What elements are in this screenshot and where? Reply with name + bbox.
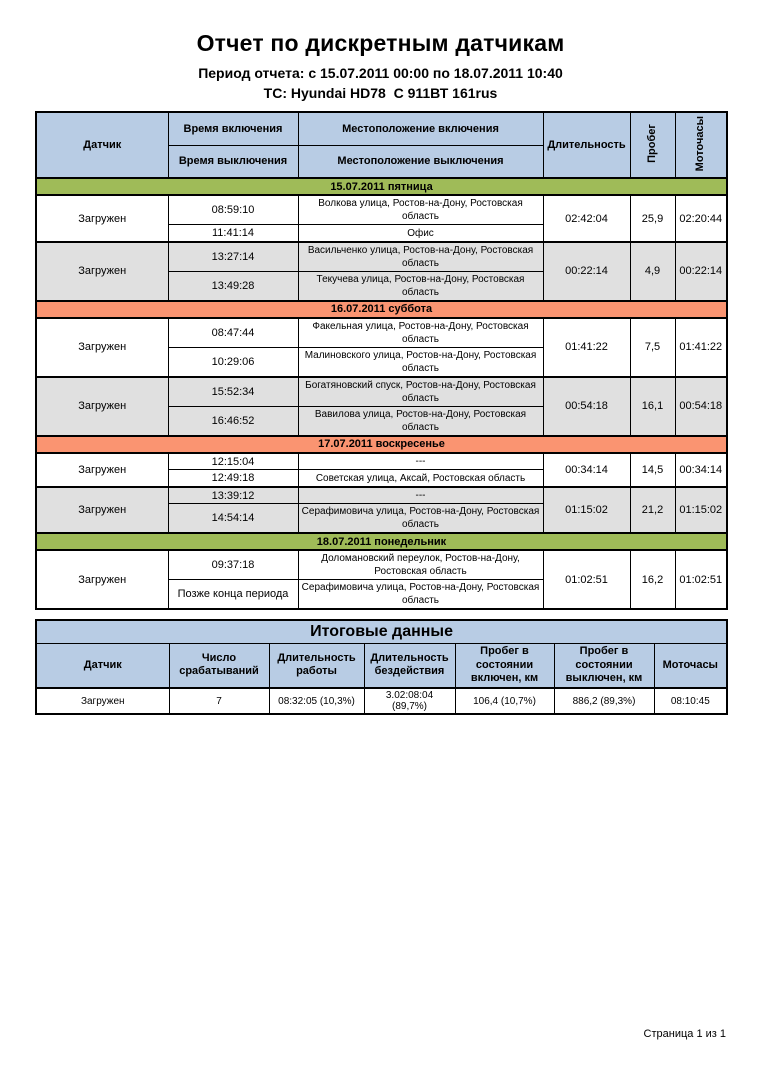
location-on-cell: Доломановский переулок, Ростов-на-Дону, Ростовская область (298, 550, 543, 580)
sensor-cell: Загружен (36, 487, 168, 534)
engine-hours-cell: 02:20:44 (675, 195, 727, 242)
summary-value-cell: 886,2 (89,3%) (554, 688, 654, 714)
location-on-cell: Васильченко улица, Ростов-на-Дону, Ростовская область (298, 242, 543, 272)
mileage-vertical-label: Пробег (646, 124, 658, 164)
date-section-label: 15.07.2011 пятница (36, 178, 727, 195)
time-off-cell: 13:49:28 (168, 271, 298, 301)
summary-col-header: Пробег в состоянии включен, км (455, 643, 554, 688)
sensor-log-table (35, 111, 728, 610)
duration-cell: 00:54:18 (543, 377, 630, 436)
page-title: Отчет по дискретным датчикам (196, 30, 565, 56)
engine-hours-cell: 00:22:14 (675, 242, 727, 301)
table-row (36, 242, 727, 272)
main-table-body (36, 178, 727, 609)
time-on-cell: 09:37:18 (168, 550, 298, 580)
date-section-label: 16.07.2011 суббота (36, 301, 727, 318)
summary-value-cell: 3.02:08:04 (89,7%) (364, 688, 455, 714)
location-on-cell: Волкова улица, Ростов-на-Дону, Ростовская область (298, 195, 543, 225)
sensor-log-table-header (36, 112, 727, 178)
time-off-cell: 12:49:18 (168, 470, 298, 487)
mileage-cell: 16,1 (630, 377, 675, 436)
table-row (36, 377, 727, 407)
engine-hours-cell: 01:02:51 (675, 550, 727, 609)
summary-section (35, 619, 726, 715)
engine-hours-cell: 00:34:14 (675, 453, 727, 487)
location-off-cell: Серафимовича улица, Ростов-на-Дону, Ростовская область (298, 504, 543, 534)
location-off-cell: Малиновского улица, Ростов-на-Дону, Ростовская область (298, 347, 543, 377)
summary-value-cell: 08:32:05 (10,3%) (269, 688, 364, 714)
table-row (36, 550, 727, 580)
sensor-cell: Загружен (36, 195, 168, 242)
summary-header-row (36, 643, 727, 688)
mileage-cell: 7,5 (630, 318, 675, 377)
page-number-label: Страница 1 из 1 (643, 1028, 726, 1040)
summary-table-body (36, 688, 727, 714)
summary-value-cell: 106,4 (10,7%) (455, 688, 554, 714)
time-on-cell: 08:47:44 (168, 318, 298, 348)
sensor-cell: Загружен (36, 453, 168, 487)
summary-title-row (36, 620, 727, 643)
location-on-cell: Богатяновский спуск, Ростов-на-Дону, Ростовская область (298, 377, 543, 407)
col-header-mileage (630, 112, 675, 178)
col-header-duration: Длительность (543, 112, 630, 178)
location-on-cell: --- (298, 453, 543, 470)
sensor-cell: Загружен (36, 318, 168, 377)
mileage-cell: 14,5 (630, 453, 675, 487)
time-off-cell: 10:29:06 (168, 347, 298, 377)
table-row (36, 453, 727, 470)
time-off-cell: Позже конца периода (168, 580, 298, 610)
location-off-cell: Вавилова улица, Ростов-на-Дону, Ростовская область (298, 406, 543, 436)
summary-col-header: Датчик (36, 643, 169, 688)
vehicle-info: ТС: Hyundai HD78 С 911ВТ 161rus (263, 85, 498, 101)
summary-col-header: Длительность работы (269, 643, 364, 688)
duration-cell: 01:15:02 (543, 487, 630, 534)
col-header-time-on: Время включения (168, 112, 298, 145)
date-section-row (36, 533, 727, 550)
location-on-cell: --- (298, 487, 543, 504)
location-off-cell: Серафимовича улица, Ростов-на-Дону, Ростовская область (298, 580, 543, 610)
location-off-cell: Советская улица, Аксай, Ростовская область (298, 470, 543, 487)
date-section-row (36, 436, 727, 453)
sensor-cell: Загружен (36, 377, 168, 436)
duration-cell: 02:42:04 (543, 195, 630, 242)
col-header-sensor: Датчик (36, 112, 168, 178)
time-on-cell: 13:39:12 (168, 487, 298, 504)
col-header-location-on: Местоположение включения (298, 112, 543, 145)
table-row (36, 318, 727, 348)
engine-hours-cell: 00:54:18 (675, 377, 727, 436)
location-on-cell: Факельная улица, Ростов-на-Дону, Ростовская область (298, 318, 543, 348)
duration-cell: 01:41:22 (543, 318, 630, 377)
mileage-cell: 16,2 (630, 550, 675, 609)
col-header-time-off: Время выключения (168, 145, 298, 178)
time-on-cell: 15:52:34 (168, 377, 298, 407)
time-on-cell: 08:59:10 (168, 195, 298, 225)
duration-cell: 01:02:51 (543, 550, 630, 609)
summary-col-header: Моточасы (654, 643, 727, 688)
time-off-cell: 14:54:14 (168, 504, 298, 534)
table-row (36, 487, 727, 504)
duration-cell: 00:34:14 (543, 453, 630, 487)
summary-value-cell: Загружен (36, 688, 169, 714)
engine-hours-cell: 01:41:22 (675, 318, 727, 377)
location-off-cell: Офис (298, 225, 543, 242)
location-off-cell: Текучева улица, Ростов-на-Дону, Ростовская область (298, 271, 543, 301)
time-off-cell: 11:41:14 (168, 225, 298, 242)
summary-value-cell: 08:10:45 (654, 688, 727, 714)
mileage-cell: 21,2 (630, 487, 675, 534)
report-period: Период отчета: с 15.07.2011 00:00 по 18.07.2011 10:40 (198, 65, 563, 81)
mileage-cell: 4,9 (630, 242, 675, 301)
engine-hours-cell: 01:15:02 (675, 487, 727, 534)
date-section-label: 17.07.2011 воскресенье (36, 436, 727, 453)
date-section-label: 18.07.2011 понедельник (36, 533, 727, 550)
summary-col-header: Пробег в состоянии выключен, км (554, 643, 654, 688)
time-on-cell: 12:15:04 (168, 453, 298, 470)
time-on-cell: 13:27:14 (168, 242, 298, 272)
summary-col-header: Число срабатываний (169, 643, 269, 688)
date-section-row (36, 301, 727, 318)
time-off-cell: 16:46:52 (168, 406, 298, 436)
summary-table (35, 619, 728, 715)
duration-cell: 00:22:14 (543, 242, 630, 301)
summary-value-cell: 7 (169, 688, 269, 714)
table-row (36, 195, 727, 225)
mileage-cell: 25,9 (630, 195, 675, 242)
sensor-cell: Загружен (36, 242, 168, 301)
col-header-location-off: Местоположение выключения (298, 145, 543, 178)
summary-title: Итоговые данные (36, 620, 727, 643)
summary-row (36, 688, 727, 714)
sensor-cell: Загружен (36, 550, 168, 609)
date-section-row (36, 178, 727, 195)
summary-col-header: Длительность бездействия (364, 643, 455, 688)
col-header-engine-hours (675, 112, 727, 178)
engine-hours-vertical-label: Моточасы (694, 116, 707, 172)
